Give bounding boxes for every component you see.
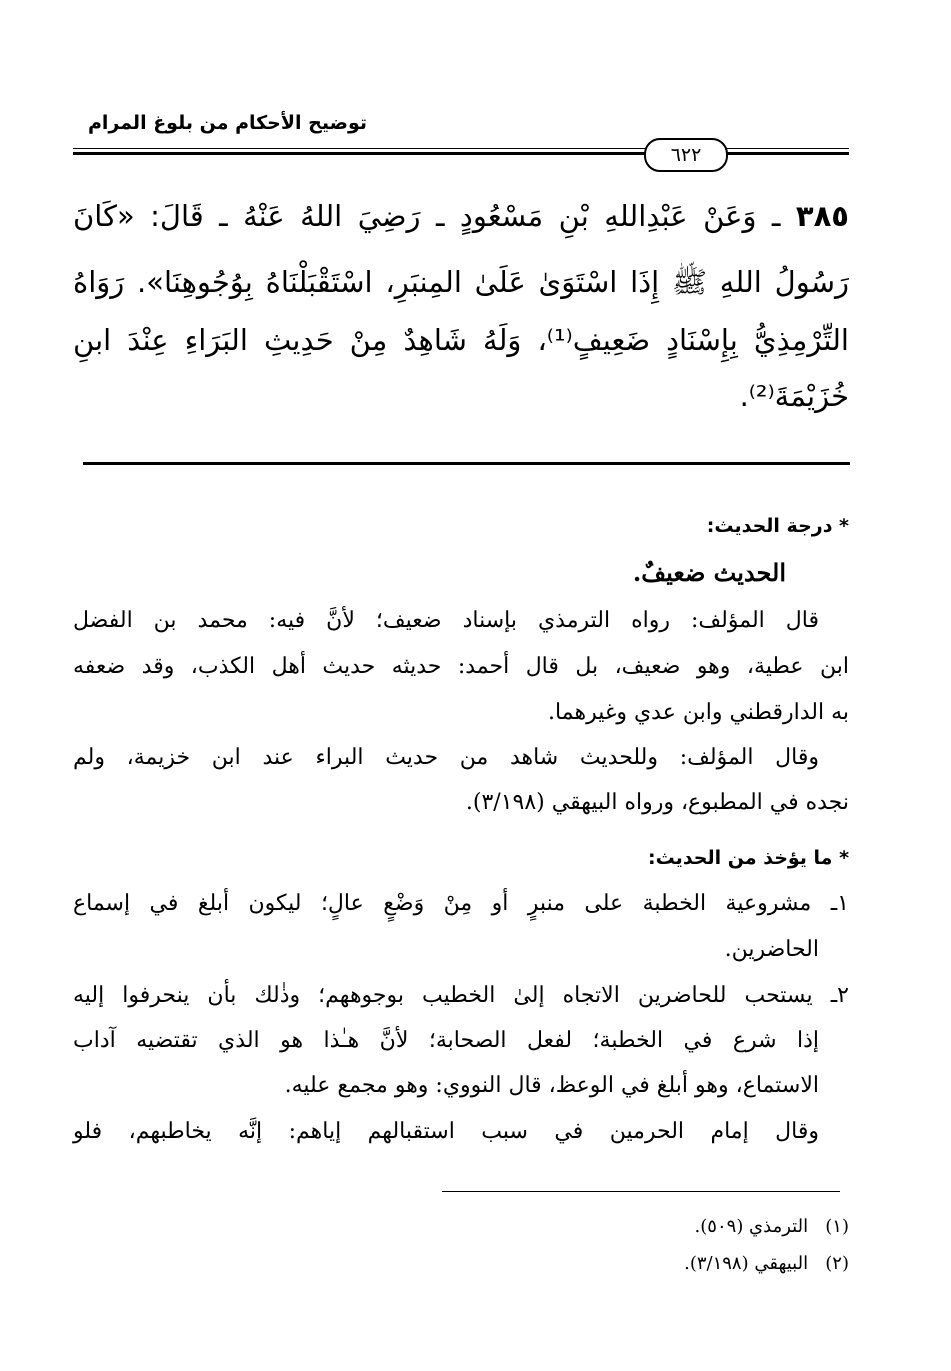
- lesson-line: ١ـ مشروعية الخطبة على منبرٍ أو مِنْ وَضْعٍ عالٍ؛ ليكون أبلغ في إسماع: [73, 891, 849, 916]
- lessons-heading: * ما يؤخذ من الحديث:: [647, 847, 849, 869]
- hadith-line: التِّرْمِذِيُّ بِإِسْنَادٍ ضَعِيفٍ⁽¹⁾، وَلَهُ شَاهِدٌ مِنْ حَدِيثِ البَرَاءِ عِنْدَ ابنِ: [73, 323, 849, 357]
- hadith-line: رَسُولُ اللهِ ﷺ إِذَا اسْتَوَىٰ عَلَىٰ المِنبَرِ، اسْتَقْبَلْنَاهُ بِوُجُوهِنَا». رَوَاهُ: [73, 265, 849, 299]
- grade-heading: * درجة الحديث:: [706, 515, 849, 537]
- book-title: توضيح الأحكام من بلوغ المرام: [87, 112, 367, 134]
- lesson-line: الاستماع، وهو أبلغ في الوعظ، قال النووي: وهو مجمع عليه.: [284, 1073, 819, 1098]
- footnote-text: الترمذي (٥٠٩).: [694, 1216, 809, 1237]
- paragraph-line: نجده في المطبوع، ورواه البيهقي (٣/١٩٨).: [465, 790, 849, 815]
- section-divider: [83, 462, 850, 465]
- hadith-number: ٣٨٥: [795, 199, 850, 233]
- header-rule-thick-right: [727, 152, 849, 155]
- hadith-grade: الحديث ضعيفٌ.: [632, 558, 786, 587]
- paragraph-line: ابن عطية، وهو ضعيف، بل قال أحمد: حديثه حديث أهل الكذب، وقد ضعفه: [73, 654, 849, 679]
- footnote-text: البيهقي (٣/١٩٨).: [684, 1253, 809, 1274]
- footnote-marker: (٢): [825, 1253, 849, 1274]
- hadith-number-dash: ـ: [756, 199, 796, 233]
- paragraph-line: قال المؤلف: رواه الترمذي بإسناد ضعيف؛ لأنَّ فيه: محمد بن الفضل: [73, 608, 819, 633]
- paragraph-line: وقال المؤلف: وللحديث شاهد من حديث البراء عند ابن خزيمة، ولم: [73, 745, 819, 770]
- hadith-line-text: وَعَنْ عَبْدِاللهِ بْنِ مَسْعُودٍ ـ رَضِيَ اللهُ عَنْهُ ـ قَالَ: «كَانَ: [73, 199, 757, 233]
- hadith-line: [73, 196, 849, 236]
- paragraph-line: به الدارقطني وابن عدي وغيرهما.: [548, 700, 849, 725]
- lesson-line: ٢ـ يستحب للحاضرين الاتجاه إلىٰ الخطيب بوجوههم؛ وذٰلك بأن ينحرفوا إليه: [73, 983, 849, 1008]
- footnote-divider: [442, 1191, 840, 1192]
- lesson-line: الحاضرين.: [724, 937, 819, 962]
- footnote-marker: (١): [825, 1216, 849, 1237]
- lesson-line: إذا شرع في الخطبة؛ لفعل الصحابة؛ لأنَّ هـٰذا هو الذي تقتضيه آداب: [73, 1028, 819, 1053]
- hadith-line: خُزَيْمَةَ⁽²⁾.: [739, 379, 849, 413]
- footnote: [684, 1252, 849, 1276]
- header-rule-thin: [73, 148, 849, 149]
- footnote: [695, 1215, 849, 1239]
- page-number: ٦٢٢: [644, 138, 728, 172]
- lesson-line: وقال إمام الحرمين في سبب استقبالهم إياهم: إنَّه يخاطبهم، فلو: [73, 1119, 819, 1144]
- header-rule-thick-left: [73, 152, 648, 155]
